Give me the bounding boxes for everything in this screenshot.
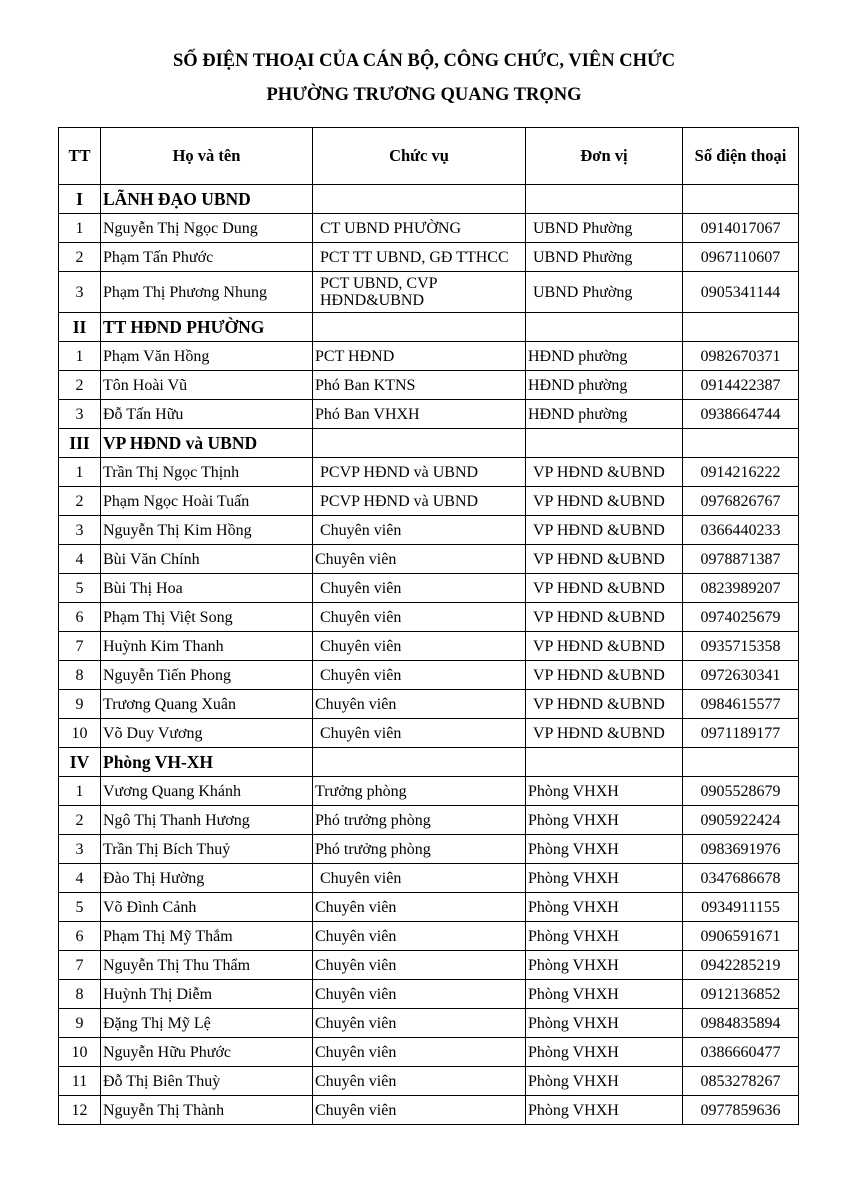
- person-name: Phạm Ngọc Hoài Tuấn: [101, 487, 313, 516]
- header-name: Họ và tên: [101, 128, 313, 185]
- person-name: Đỗ Tấn Hữu: [101, 400, 313, 429]
- person-position: Chuyên viên: [313, 1038, 526, 1067]
- person-phone: 0934911155: [683, 893, 799, 922]
- empty-cell: [313, 748, 526, 777]
- person-unit: Phòng VHXH: [526, 893, 683, 922]
- table-body: [59, 185, 799, 1125]
- row-number: 6: [59, 922, 101, 951]
- section-numeral: IV: [59, 748, 101, 777]
- empty-cell: [526, 185, 683, 214]
- section-row: [59, 313, 799, 342]
- person-unit: VP HĐND &UBND: [526, 603, 683, 632]
- empty-cell: [526, 313, 683, 342]
- person-unit: HĐND phường: [526, 371, 683, 400]
- table-row: [59, 603, 799, 632]
- person-unit: VP HĐND &UBND: [526, 690, 683, 719]
- person-unit: Phòng VHXH: [526, 1067, 683, 1096]
- row-number: 2: [59, 487, 101, 516]
- person-phone: 0914422387: [683, 371, 799, 400]
- person-phone: 0977859636: [683, 1096, 799, 1125]
- empty-cell: [683, 185, 799, 214]
- person-position: Chuyên viên: [313, 1009, 526, 1038]
- table-header-row: [59, 128, 799, 185]
- person-phone: 0347686678: [683, 864, 799, 893]
- person-phone: 0942285219: [683, 951, 799, 980]
- table-row: [59, 951, 799, 980]
- person-unit: Phòng VHXH: [526, 922, 683, 951]
- row-number: 4: [59, 864, 101, 893]
- row-number: 10: [59, 719, 101, 748]
- person-position: Chuyên viên: [313, 574, 526, 603]
- section-title: VP HĐND và UBND: [101, 429, 313, 458]
- table-row: [59, 1038, 799, 1067]
- person-name: Vương Quang Khánh: [101, 777, 313, 806]
- row-number: 7: [59, 632, 101, 661]
- title-line-1: SỐ ĐIỆN THOẠI CỦA CÁN BỘ, CÔNG CHỨC, VIÊN CHỨC: [172, 51, 676, 71]
- row-number: 3: [59, 516, 101, 545]
- person-phone: 0967110607: [683, 243, 799, 272]
- person-name: Bùi Thị Hoa: [101, 574, 313, 603]
- person-position: Phó trưởng phòng: [313, 835, 526, 864]
- person-position: Chuyên viên: [313, 545, 526, 574]
- table-row: [59, 893, 799, 922]
- person-phone: 0905922424: [683, 806, 799, 835]
- person-unit: Phòng VHXH: [526, 864, 683, 893]
- table-row: [59, 806, 799, 835]
- row-number: 8: [59, 661, 101, 690]
- person-phone: 0906591671: [683, 922, 799, 951]
- person-name: Ngô Thị Thanh Hương: [101, 806, 313, 835]
- person-position: Phó Ban KTNS: [313, 371, 526, 400]
- person-position: Chuyên viên: [313, 951, 526, 980]
- row-number: 6: [59, 603, 101, 632]
- person-unit: Phòng VHXH: [526, 777, 683, 806]
- table-row: [59, 574, 799, 603]
- person-unit: VP HĐND &UBND: [526, 516, 683, 545]
- table-row: [59, 922, 799, 951]
- person-position: Chuyên viên: [313, 1096, 526, 1125]
- person-unit: Phòng VHXH: [526, 835, 683, 864]
- table-row: [59, 719, 799, 748]
- row-number: 12: [59, 1096, 101, 1125]
- table-row: [59, 632, 799, 661]
- person-name: Võ Đình Cảnh: [101, 893, 313, 922]
- person-unit: UBND Phường: [526, 214, 683, 243]
- section-row: [59, 185, 799, 214]
- person-position: Chuyên viên: [313, 1067, 526, 1096]
- table-row: [59, 487, 799, 516]
- person-unit: UBND Phường: [526, 243, 683, 272]
- row-number: 3: [59, 835, 101, 864]
- person-unit: HĐND phường: [526, 400, 683, 429]
- person-position: Chuyên viên: [313, 864, 526, 893]
- section-numeral: II: [59, 313, 101, 342]
- table-row: [59, 214, 799, 243]
- person-position: PCT TT UBND, GĐ TTHCC: [313, 243, 526, 272]
- table-row: [59, 458, 799, 487]
- row-number: 9: [59, 1009, 101, 1038]
- person-name: Nguyễn Hữu Phước: [101, 1038, 313, 1067]
- person-position: PCVP HĐND và UBND: [313, 487, 526, 516]
- table-row: [59, 400, 799, 429]
- empty-cell: [683, 748, 799, 777]
- empty-cell: [526, 429, 683, 458]
- row-number: 2: [59, 806, 101, 835]
- person-phone: 0905528679: [683, 777, 799, 806]
- person-name: Huỳnh Thị Diễm: [101, 980, 313, 1009]
- person-name: Đỗ Thị Biên Thuỳ: [101, 1067, 313, 1096]
- person-position: Chuyên viên: [313, 980, 526, 1009]
- person-name: Huỳnh Kim Thanh: [101, 632, 313, 661]
- person-phone: 0976826767: [683, 487, 799, 516]
- person-name: Nguyễn Thị Thu Thẩm: [101, 951, 313, 980]
- person-unit: Phòng VHXH: [526, 1038, 683, 1067]
- header-position: Chức vụ: [313, 128, 526, 185]
- table-row: [59, 342, 799, 371]
- person-name: Nguyễn Thị Kim Hồng: [101, 516, 313, 545]
- empty-cell: [526, 748, 683, 777]
- header-phone: Số điện thoại: [683, 128, 799, 185]
- row-number: 2: [59, 371, 101, 400]
- person-phone: 0982670371: [683, 342, 799, 371]
- person-position: Chuyên viên: [313, 719, 526, 748]
- section-title: Phòng VH-XH: [101, 748, 313, 777]
- person-unit: UBND Phường: [526, 272, 683, 313]
- table-row: [59, 371, 799, 400]
- person-position: Phó trưởng phòng: [313, 806, 526, 835]
- person-position: Chuyên viên: [313, 516, 526, 545]
- person-unit: VP HĐND &UBND: [526, 574, 683, 603]
- person-position: PCT HĐND: [313, 342, 526, 371]
- row-number: 3: [59, 272, 101, 313]
- section-row: [59, 748, 799, 777]
- section-numeral: I: [59, 185, 101, 214]
- table-row: [59, 661, 799, 690]
- person-name: Trương Quang Xuân: [101, 690, 313, 719]
- person-name: Võ Duy Vương: [101, 719, 313, 748]
- person-phone: 0366440233: [683, 516, 799, 545]
- person-phone: 0971189177: [683, 719, 799, 748]
- person-phone: 0853278267: [683, 1067, 799, 1096]
- person-phone: 0905341144: [683, 272, 799, 313]
- empty-cell: [683, 429, 799, 458]
- person-name: Trần Thị Bích Thuỷ: [101, 835, 313, 864]
- person-phone: 0974025679: [683, 603, 799, 632]
- table-row: [59, 1096, 799, 1125]
- person-unit: VP HĐND &UBND: [526, 632, 683, 661]
- person-position: Chuyên viên: [313, 603, 526, 632]
- person-name: Phạm Tấn Phước: [101, 243, 313, 272]
- section-title: TT HĐND PHƯỜNG: [101, 313, 313, 342]
- person-phone: 0912136852: [683, 980, 799, 1009]
- table-row: [59, 545, 799, 574]
- row-number: 1: [59, 458, 101, 487]
- row-number: 1: [59, 342, 101, 371]
- section-title: LÃNH ĐẠO UBND: [101, 185, 313, 214]
- person-unit: VP HĐND &UBND: [526, 661, 683, 690]
- row-number: 1: [59, 777, 101, 806]
- document-title: [0, 44, 848, 112]
- person-unit: HĐND phường: [526, 342, 683, 371]
- table-row: [59, 835, 799, 864]
- person-position: PCT UBND, CVP HĐND&UBND: [313, 272, 526, 313]
- person-unit: Phòng VHXH: [526, 980, 683, 1009]
- person-name: Đào Thị Hường: [101, 864, 313, 893]
- header-tt: TT: [59, 128, 101, 185]
- person-unit: Phòng VHXH: [526, 1096, 683, 1125]
- empty-cell: [313, 313, 526, 342]
- person-unit: Phòng VHXH: [526, 1009, 683, 1038]
- empty-cell: [313, 429, 526, 458]
- person-name: Nguyễn Thị Thành: [101, 1096, 313, 1125]
- row-number: 9: [59, 690, 101, 719]
- person-unit: VP HĐND &UBND: [526, 458, 683, 487]
- person-position: CT UBND PHƯỜNG: [313, 214, 526, 243]
- person-name: Nguyễn Tiến Phong: [101, 661, 313, 690]
- table-row: [59, 272, 799, 313]
- person-phone: 0983691976: [683, 835, 799, 864]
- person-position: Chuyên viên: [313, 893, 526, 922]
- phone-directory-table: [58, 127, 799, 1125]
- section-numeral: III: [59, 429, 101, 458]
- person-position: Chuyên viên: [313, 690, 526, 719]
- person-phone: 0935715358: [683, 632, 799, 661]
- table-row: [59, 690, 799, 719]
- row-number: 3: [59, 400, 101, 429]
- person-phone: 0972630341: [683, 661, 799, 690]
- row-number: 2: [59, 243, 101, 272]
- person-phone: 0978871387: [683, 545, 799, 574]
- person-phone: 0914017067: [683, 214, 799, 243]
- person-unit: Phòng VHXH: [526, 806, 683, 835]
- table-row: [59, 1009, 799, 1038]
- person-phone: 0938664744: [683, 400, 799, 429]
- title-line-2: PHƯỜNG TRƯƠNG QUANG TRỌNG: [266, 85, 582, 105]
- person-name: Phạm Thị Mỹ Thắm: [101, 922, 313, 951]
- person-unit: VP HĐND &UBND: [526, 545, 683, 574]
- person-phone: 0914216222: [683, 458, 799, 487]
- table-row: [59, 980, 799, 1009]
- table-row: [59, 864, 799, 893]
- person-position: Chuyên viên: [313, 632, 526, 661]
- person-name: Phạm Thị Phương Nhung: [101, 272, 313, 313]
- person-unit: VP HĐND &UBND: [526, 487, 683, 516]
- empty-cell: [313, 185, 526, 214]
- person-position: PCVP HĐND và UBND: [313, 458, 526, 487]
- row-number: 11: [59, 1067, 101, 1096]
- empty-cell: [683, 313, 799, 342]
- person-phone: 0984615577: [683, 690, 799, 719]
- row-number: 5: [59, 893, 101, 922]
- header-unit: Đơn vị: [526, 128, 683, 185]
- table-row: [59, 243, 799, 272]
- person-name: Bùi Văn Chính: [101, 545, 313, 574]
- section-row: [59, 429, 799, 458]
- row-number: 4: [59, 545, 101, 574]
- row-number: 7: [59, 951, 101, 980]
- person-phone: 0386660477: [683, 1038, 799, 1067]
- person-unit: VP HĐND &UBND: [526, 719, 683, 748]
- table-row: [59, 516, 799, 545]
- row-number: 5: [59, 574, 101, 603]
- person-name: Phạm Văn Hồng: [101, 342, 313, 371]
- table-row: [59, 1067, 799, 1096]
- person-name: Nguyễn Thị Ngọc Dung: [101, 214, 313, 243]
- person-name: Phạm Thị Việt Song: [101, 603, 313, 632]
- person-phone: 0984835894: [683, 1009, 799, 1038]
- table-row: [59, 777, 799, 806]
- person-position: Chuyên viên: [313, 922, 526, 951]
- person-position: Chuyên viên: [313, 661, 526, 690]
- person-phone: 0823989207: [683, 574, 799, 603]
- person-position: Trưởng phòng: [313, 777, 526, 806]
- person-name: Tôn Hoài Vũ: [101, 371, 313, 400]
- row-number: 8: [59, 980, 101, 1009]
- person-name: Đặng Thị Mỹ Lệ: [101, 1009, 313, 1038]
- person-position: Phó Ban VHXH: [313, 400, 526, 429]
- row-number: 1: [59, 214, 101, 243]
- person-unit: Phòng VHXH: [526, 951, 683, 980]
- person-name: Trần Thị Ngọc Thịnh: [101, 458, 313, 487]
- row-number: 10: [59, 1038, 101, 1067]
